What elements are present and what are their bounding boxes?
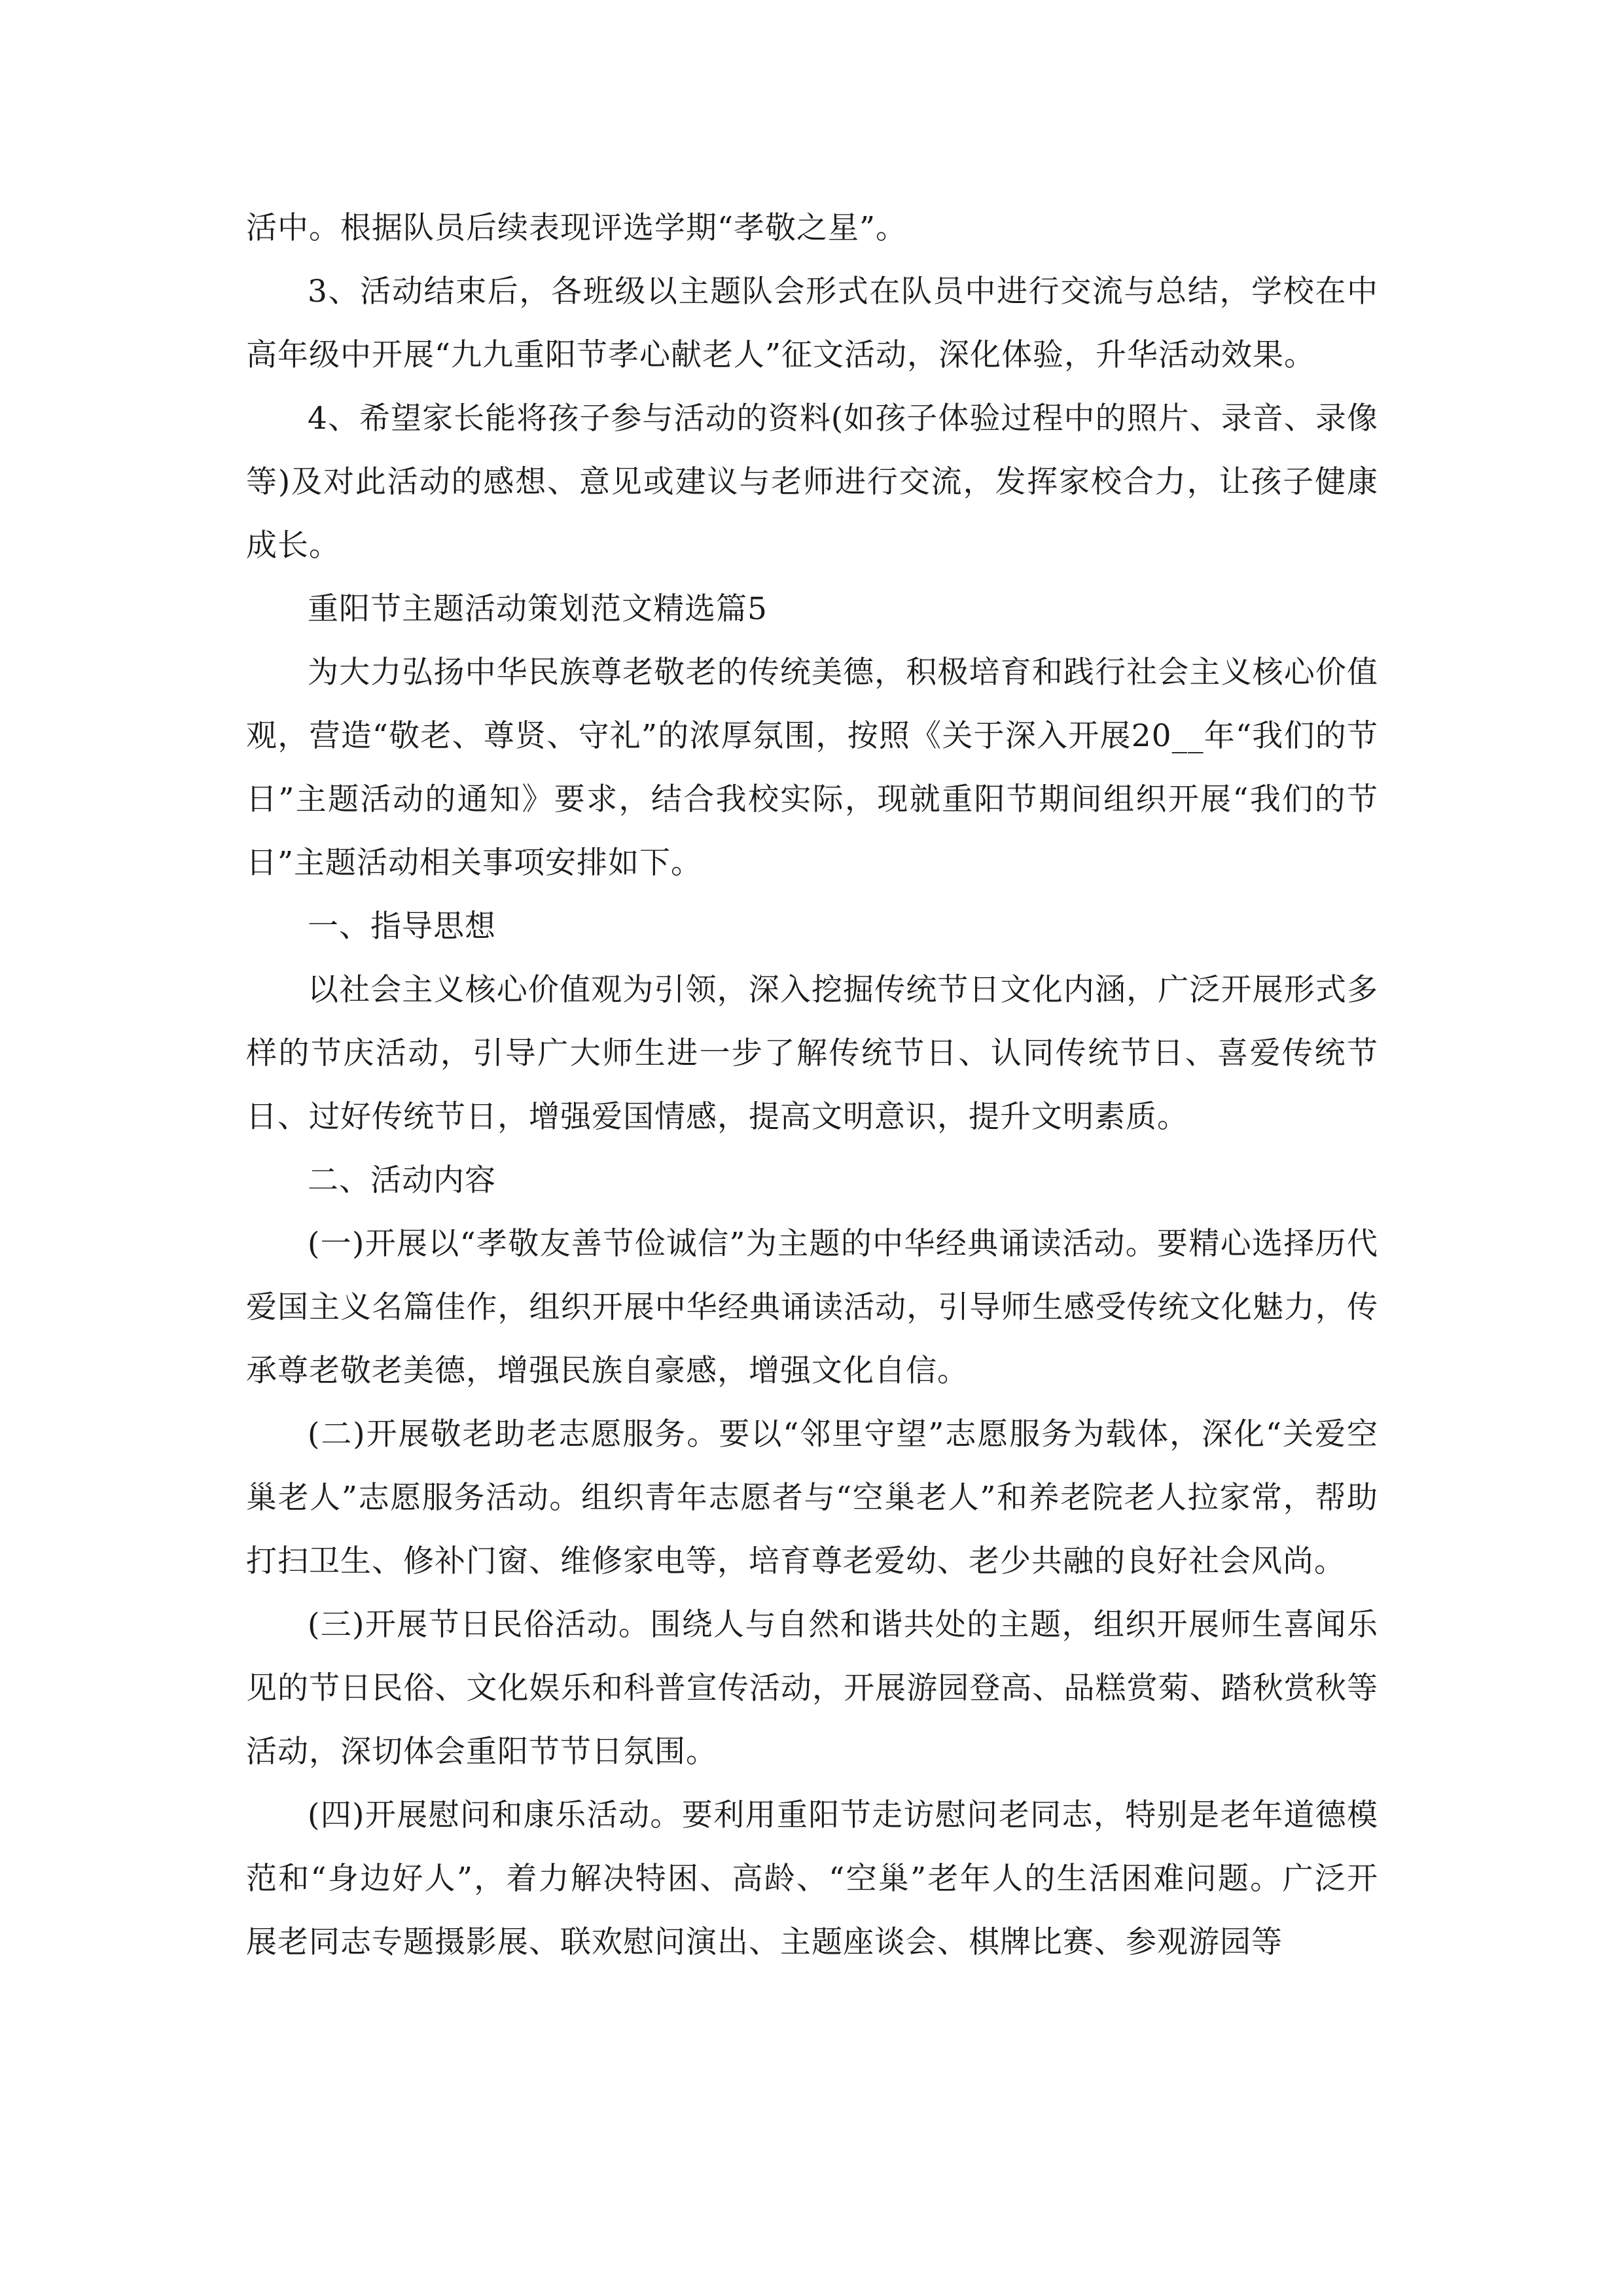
heading-guiding-ideology: 一、指导思想 — [308, 908, 496, 944]
paragraph-activity-4: (四)开展慰问和康乐活动。要利用重阳节走访慰问老同志，特别是老年道德模范和“身边好人”，着力解决特困、高龄、“空巢”老年人的生活困难问题。广泛开展老同志专题摄影展、联欢慰问演出、主题座谈会、棋牌比赛、参观游园等 — [246, 1797, 1378, 1960]
paragraph-item-3: 3、活动结束后，各班级以主题队会形式在队员中进行交流与总结，学校在中高年级中开展“九九重阳节孝心献老人”征文活动，深化体验，升华活动效果。 — [246, 274, 1378, 373]
paragraph-guiding-ideology: 以社会主义核心价值观为引领，深入挖掘传统节日文化内涵，广泛开展形式多样的节庆活动，引导广大师生进一步了解传统节日、认同传统节日、喜爱传统节日、过好传统节日，增强爱国情感，提高文明意识，提升文明素质。 — [246, 972, 1378, 1135]
paragraph-intro: 为大力弘扬中华民族尊老敬老的传统美德，积极培育和践行社会主义核心价值观，营造“敬老、尊贤、守礼”的浓厚氛围，按照《关于深入开展20__年“我们的节日”主题活动的通知》要求，结合我校实际，现就重阳节期间组织开展“我们的节日”主题活动相关事项安排如下。 — [246, 655, 1378, 881]
paragraph-activity-1: (一)开展以“孝敬友善节俭诚信”为主题的中华经典诵读活动。要精心选择历代爱国主义名篇佳作，组织开展中华经典诵读活动，引导师生感受传统文化魅力，传承尊老敬老美德，增强民族自豪感，增强文化自信。 — [246, 1226, 1378, 1389]
paragraph-activity-2: (二)开展敬老助老志愿服务。要以“邻里守望”志愿服务为载体，深化“关爱空巢老人”志愿服务活动。组织青年志愿者与“空巢老人”和养老院老人拉家常，帮助打扫卫生、修补门窗、维修家电等，培育尊老爱幼、老少共融的良好社会风尚。 — [246, 1416, 1378, 1579]
document-body — [246, 196, 1378, 1974]
paragraph-item-4: 4、希望家长能将孩子参与活动的资料(如孩子体验过程中的照片、录音、录像等)及对此活动的感想、意见或建议与老师进行交流，发挥家校合力，让孩子健康成长。 — [246, 401, 1378, 564]
paragraph-continuation: 活中。根据队员后续表现评选学期“孝敬之星”。 — [246, 210, 908, 246]
paragraph-activity-3: (三)开展节日民俗活动。围绕人与自然和谐共处的主题，组织开展师生喜闻乐见的节日民俗、文化娱乐和科普宣传活动，开展游园登高、品糕赏菊、踏秋赏秋等活动，深切体会重阳节节日氛围。 — [246, 1607, 1378, 1770]
section-title: 重阳节主题活动策划范文精选篇5 — [308, 591, 768, 627]
heading-activity-content: 二、活动内容 — [308, 1162, 496, 1198]
